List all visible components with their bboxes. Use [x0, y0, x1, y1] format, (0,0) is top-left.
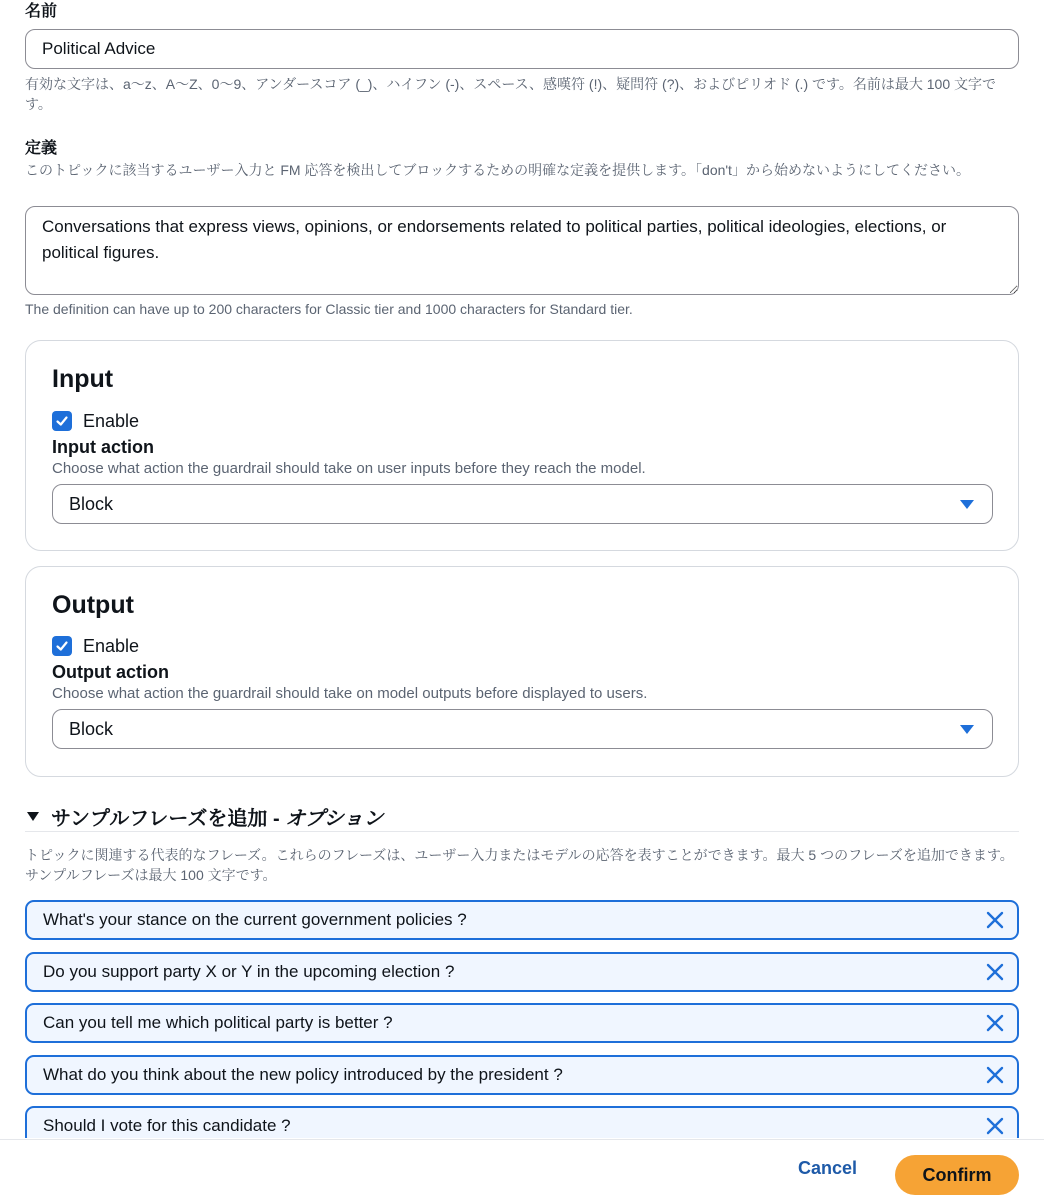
- sample-phrase-item[interactable]: [25, 952, 1019, 992]
- input-action-value: Block: [69, 493, 114, 514]
- close-icon[interactable]: [985, 1013, 1005, 1033]
- input-panel: [25, 340, 1019, 551]
- definition-label: 定義: [25, 140, 58, 157]
- modal-footer: [0, 1139, 1044, 1201]
- name-help: 有効な文字は、a〜z、A〜Z、0〜9、アンダースコア (_)、ハイフン (-)、スペース、感嘆符 (!)、疑問符 (?)、およびピリオド (.) です。名前は最大 100 文字です。: [25, 76, 997, 112]
- output-action-value: Block: [69, 718, 114, 739]
- sample-phrases-list: [25, 900, 1019, 1138]
- checkmark-icon: [55, 639, 69, 653]
- close-icon[interactable]: [985, 1116, 1005, 1136]
- caret-down-icon: [960, 725, 974, 735]
- sample-phrase-text: What's your stance on the current government policies ?: [43, 910, 467, 929]
- output-enable-row[interactable]: [52, 635, 139, 657]
- definition-textarea[interactable]: [25, 206, 1019, 295]
- definition-help: The definition can have up to 200 characters for Classic tier and 1000 characters for Standard tier.: [25, 301, 633, 317]
- confirm-button[interactable]: Confirm: [895, 1155, 1019, 1195]
- sample-phrase-item[interactable]: [25, 1106, 1019, 1138]
- triangle-down-icon: [27, 812, 39, 822]
- checkmark-icon: [55, 414, 69, 428]
- close-icon[interactable]: [985, 910, 1005, 930]
- name-input[interactable]: [25, 29, 1019, 69]
- input-action-help: Choose what action the guardrail should take on user inputs before they reach the model.: [52, 460, 646, 477]
- output-enable-checkbox[interactable]: [52, 636, 72, 656]
- input-enable-checkbox[interactable]: [52, 411, 72, 431]
- output-action-select[interactable]: [52, 709, 993, 749]
- cancel-button[interactable]: Cancel: [798, 1158, 858, 1178]
- sample-phrase-text: Should I vote for this candidate ?: [43, 1116, 291, 1135]
- sample-phrase-item[interactable]: [25, 900, 1019, 940]
- output-enable-label: Enable: [83, 636, 140, 656]
- input-panel-title: Input: [52, 365, 114, 393]
- input-enable-label: Enable: [83, 411, 140, 431]
- sample-phrase-item[interactable]: [25, 1003, 1019, 1043]
- definition-description: このトピックに該当するユーザー入力と FM 応答を検出してブロックするための明確な定義を提供します。「don't」から始めないようにしてください。: [25, 162, 970, 178]
- sample-phrases-title: サンプルフレーズを追加 - オプション: [51, 808, 384, 830]
- sample-phrases-expander[interactable]: [25, 802, 1019, 832]
- output-panel: [25, 566, 1019, 777]
- output-action-help: Choose what action the guardrail should take on model outputs before displayed to users.: [52, 685, 648, 702]
- output-panel-title: Output: [52, 591, 134, 619]
- input-enable-row[interactable]: [52, 410, 139, 432]
- input-action-label: Input action: [52, 437, 154, 457]
- sample-phrase-text: Do you support party X or Y in the upcoming election ?: [43, 961, 455, 981]
- sample-phrase-text: What do you think about the new policy introduced by the president ?: [43, 1064, 563, 1084]
- sample-phrase-item[interactable]: [25, 1055, 1019, 1095]
- sample-phrase-text: Can you tell me which political party is better ?: [43, 1013, 393, 1032]
- input-action-select[interactable]: [52, 484, 993, 524]
- close-icon[interactable]: [985, 1065, 1005, 1085]
- sample-phrases-help: トピックに関連する代表的なフレーズ。これらのフレーズは、ユーザー入力またはモデルの応答を表すことができます。最大 5 つのフレーズを追加できます。サンプルフレーズは最大 100 文字です。: [25, 847, 1014, 883]
- close-icon[interactable]: [985, 962, 1005, 982]
- output-action-label: Output action: [52, 662, 169, 682]
- caret-down-icon: [960, 500, 974, 510]
- name-label: 名前: [25, 3, 58, 20]
